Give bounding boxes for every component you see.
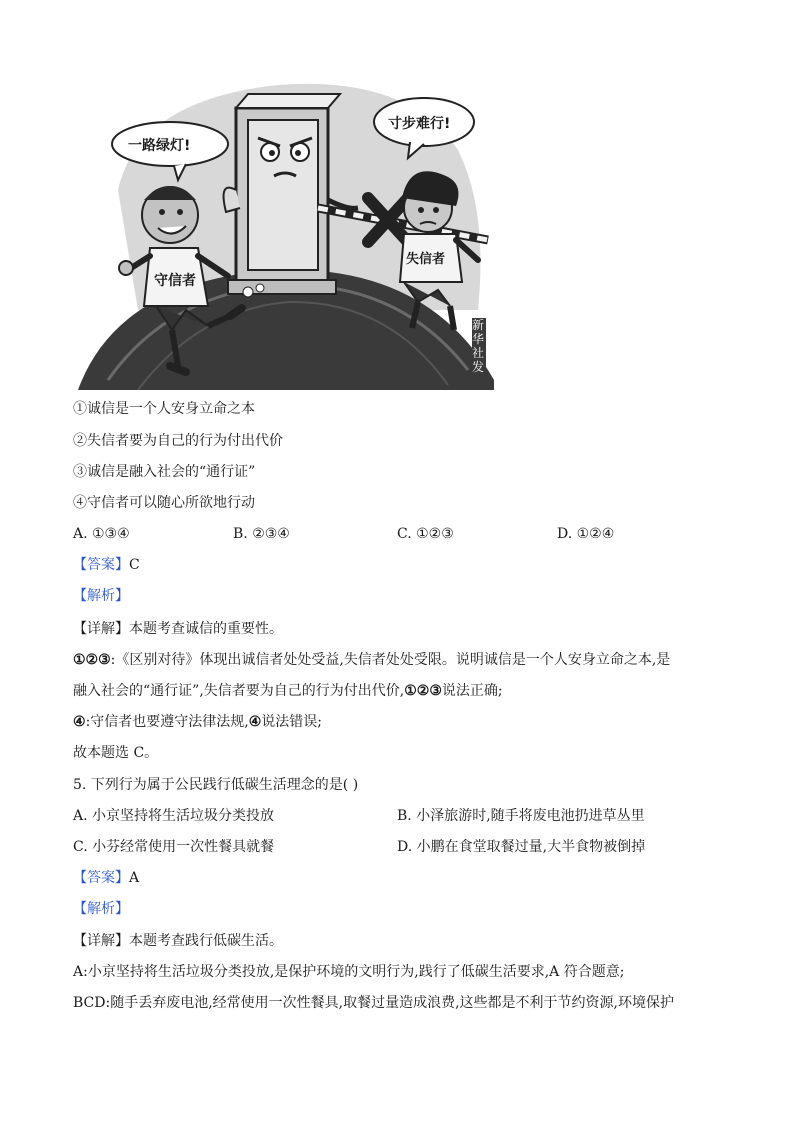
q5-option-b: B. 小泽旅游时,随手将废电池扔进草丛里 <box>397 808 645 824</box>
q5-answer <box>73 869 139 887</box>
q5-explanation-bcd: BCD:随手丢弃废电池,经常使用一次性餐具,取餐过量造成浪费,这些都是不利于节约资源,环境保护 <box>73 995 674 1011</box>
q4-analysis-label: 【解析】 <box>73 588 129 604</box>
statement-2: ②失信者要为自己的行为付出代价 <box>73 433 283 449</box>
q4-option-d: D. ①②④ <box>557 526 615 542</box>
cartoon-illustration <box>78 80 494 390</box>
explanation-2-bold: ④ <box>248 714 262 730</box>
q4-option-a: A. ①③④ <box>73 526 130 542</box>
q5-option-d: D. 小鹏在食堂取餐过量,大半食物被倒掉 <box>397 839 646 855</box>
detail-label: 【详解】 <box>73 933 129 949</box>
shirt-label-left: 守信者 <box>154 273 196 289</box>
q5-option-c: C. 小芬经常使用一次性餐具就餐 <box>73 839 275 855</box>
q5-explanation-a: A:小京坚持将生活垃圾分类投放,是保护环境的文明行为,践行了低碳生活要求,A 符合题意; <box>73 964 625 980</box>
explanation-2-text: :守信者也要遵守法律法规, <box>85 714 249 730</box>
q4-explanation-1-cont <box>73 682 503 700</box>
statement-3: ③诚信是融入社会的“通行证” <box>73 464 256 480</box>
q4-answer <box>73 556 140 574</box>
speech-bubble-right: 寸步难行! <box>388 116 451 132</box>
q4-option-c: C. ①②③ <box>397 526 454 542</box>
credit-label: 新华社发 <box>472 318 485 374</box>
q5-analysis-label: 【解析】 <box>73 901 129 917</box>
q4-option-b: B. ②③④ <box>233 526 290 542</box>
explanation-cont-b: 说法正确; <box>441 683 503 699</box>
detail-label: 【详解】 <box>73 621 129 637</box>
statement-1: ①诚信是一个人安身立命之本 <box>73 401 255 417</box>
q4-conclusion: 故本题选 C。 <box>73 745 159 761</box>
explanation-2-tail: 说法错误; <box>261 714 323 730</box>
answer-value: A <box>129 870 140 886</box>
statement-4: ④守信者可以随心所欲地行动 <box>73 495 255 511</box>
explanation-2-lead: ④ <box>73 714 86 730</box>
speech-bubble-left: 一路绿灯! <box>128 138 191 154</box>
q4-explanation-1 <box>73 651 670 669</box>
detail-text: 本题考查践行低碳生活。 <box>129 933 283 949</box>
answer-value: C <box>129 557 140 573</box>
q5-option-a: A. 小京坚持将生活垃圾分类投放 <box>73 808 275 824</box>
answer-label: 【答案】 <box>73 870 129 886</box>
detail-text: 本题考查诚信的重要性。 <box>129 621 283 637</box>
explanation-text: :《区别对待》体现出诚信者处处受益,失信者处处受限。说明诚信是一个人安身立命之本,是 <box>110 652 671 668</box>
q5-stem: 5. 下列行为属于公民践行低碳生活理念的是( ) <box>73 777 359 793</box>
q4-detail <box>73 620 283 638</box>
q5-detail <box>73 932 283 950</box>
explanation-lead: ①②③ <box>73 652 111 668</box>
shirt-label-right: 失信者 <box>406 252 446 267</box>
answer-label: 【答案】 <box>73 557 129 573</box>
explanation-cont-a: 融入社会的“通行证”,失信者要为自己的行为付出代价, <box>73 683 405 699</box>
q4-explanation-2 <box>73 713 322 731</box>
explanation-cont-bold: ①②③ <box>404 683 442 699</box>
